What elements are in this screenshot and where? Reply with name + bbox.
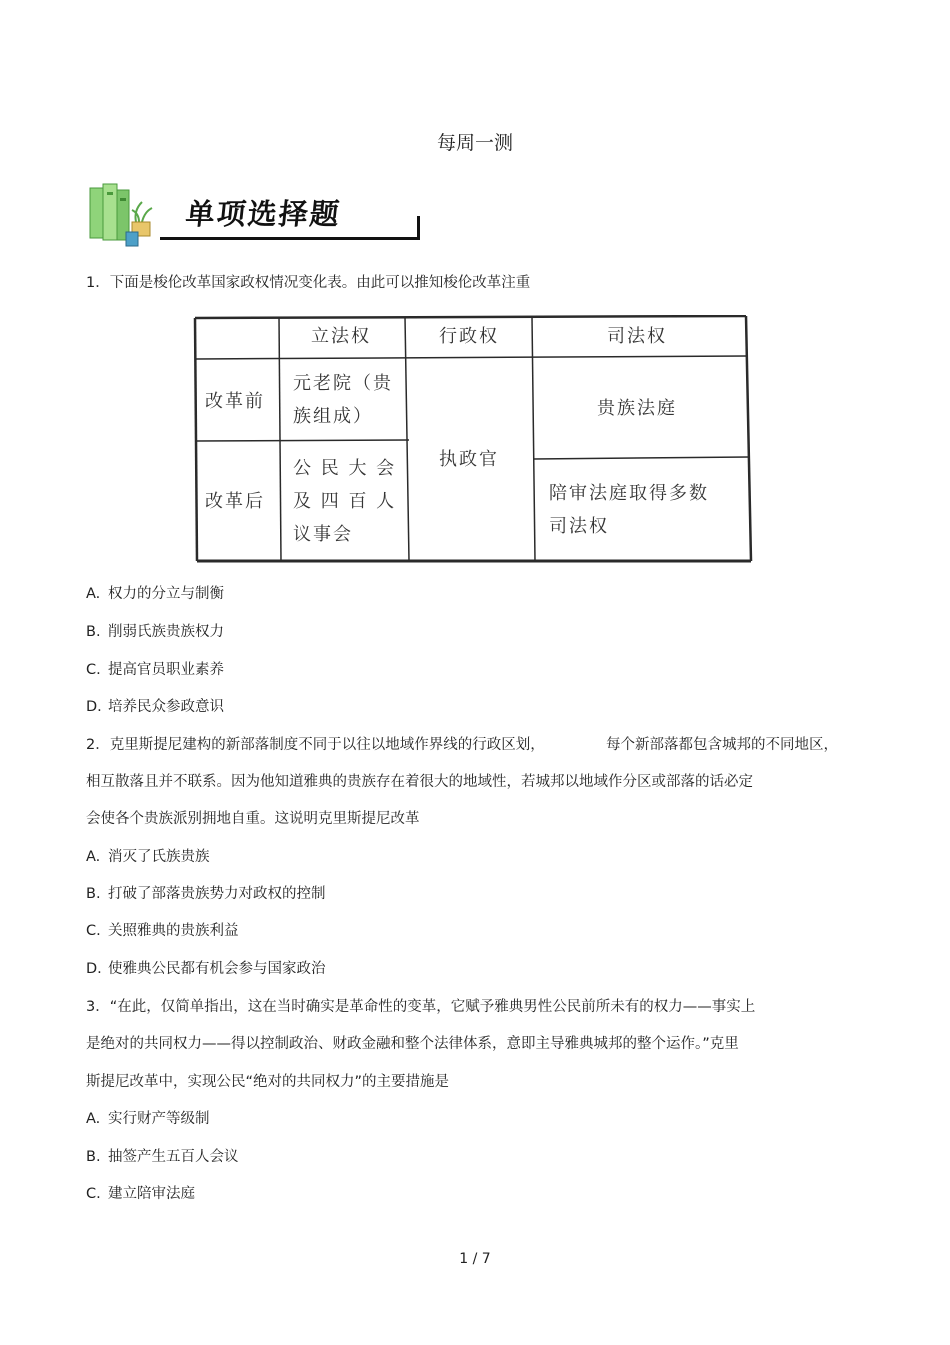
q3-option-c [86,1184,195,1204]
before-judicial: 贵族法庭 [597,398,677,419]
option-text: 培养民众参政意识 [108,699,224,715]
option-text: 消灭了氏族贵族 [108,849,210,865]
header-legislative: 立法权 [311,326,371,347]
q2-stem-line-1b: 每个新部落都包含城邦的不同地区， [606,737,838,753]
row-label-after: 改革后 [205,491,265,512]
banner-underline [160,237,420,240]
option-letter: C. [86,662,101,678]
option-text: 关照雅典的贵族利益 [108,923,239,939]
q2-option-b [86,884,326,904]
option-letter: C. [86,1186,101,1202]
after-legislative-line-3: 议事会 [293,524,353,545]
q2-option-a [86,847,210,867]
q3-stem-line-3: 斯提尼改革中，实现公民“绝对的共同权力”的主要措施是 [86,1074,450,1090]
option-text: 打破了部落贵族势力对政权的控制 [108,886,326,902]
q1-option-a [86,584,224,604]
option-text: 抽签产生五百人会议 [108,1149,239,1165]
q2-option-c [86,921,239,941]
section-heading: 单项选择题 [184,197,343,231]
q3-stem-line-2: 是绝对的共同权力——得以控制政治、财政金融和整个法律体系，意即主导雅典城邦的整个运作。”克里 [86,1036,739,1052]
option-text: 实行财产等级制 [108,1111,210,1127]
option-text: 建立陪审法庭 [108,1186,195,1202]
option-letter: A. [86,586,101,602]
page-title: 每周一测 [436,132,513,154]
banner-rule-end [417,216,420,240]
q3-option-b [86,1147,239,1167]
q3-stem-line-1: 3．“在此，仅简单指出，这在当时确实是革命性的变革，它赋予雅典男性公民前所未有的权力——事实上 [86,999,756,1015]
option-letter: C. [86,923,101,939]
section-banner [86,182,426,248]
option-text: 权力的分立与制衡 [108,586,224,602]
option-text: 使雅典公民都有机会参与国家政治 [108,961,326,977]
option-letter: B. [86,1149,101,1165]
option-letter: A. [86,1111,101,1127]
q2-stem-line-2: 相互散落且并不联系。因为他知道雅典的贵族存在着很大的地域性，若城邦以地域作分区或部落的话必定 [86,774,753,790]
q1-option-d [86,697,224,717]
header-judicial: 司法权 [607,326,667,347]
header-executive: 行政权 [439,326,499,347]
before-legislative-line-1: 元老院（贵 [293,373,393,394]
executive-cell: 执政官 [439,449,499,470]
q2-stem-line-3: 会使各个贵族派别拥地自重。这说明克里斯提尼改革 [86,811,420,827]
option-letter: A. [86,849,101,865]
option-letter: D. [86,699,102,715]
q1-stem: 1．下面是梭伦改革国家政权情况变化表。由此可以推知梭伦改革注重 [86,275,531,291]
after-judicial-line-1: 陪审法庭取得多数 [549,483,709,504]
option-text: 提高官员职业素养 [108,662,224,678]
q1-table-figure [193,315,753,563]
option-letter: B. [86,624,101,640]
q2-option-d [86,959,326,979]
q1-option-b [86,622,224,642]
after-legislative-line-1: 公 民 大 会 [293,458,397,479]
option-letter: B. [86,886,101,902]
books-icon [86,182,164,248]
after-judicial-line-2: 司法权 [549,516,609,537]
q1-option-c [86,660,224,680]
q3-option-a [86,1109,210,1129]
after-legislative-line-2: 及 四 百 人 [293,491,397,512]
option-text: 削弱氏族贵族权力 [108,624,224,640]
page-number: 1 / 7 [459,1251,491,1267]
before-legislative-line-2: 族组成） [293,406,373,427]
row-label-before: 改革前 [205,391,265,412]
option-letter: D. [86,961,102,977]
q2-stem-line-1: 2．克里斯提尼建构的新部落制度不同于以往以地域作界线的行政区划， [86,737,545,753]
